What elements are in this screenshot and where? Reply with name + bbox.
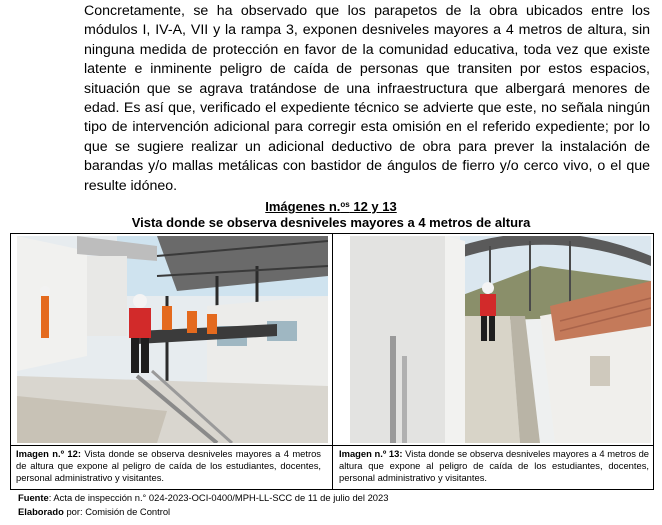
images-heading-superscript: os xyxy=(340,200,350,209)
caption-image-12-text: Vista donde se observa desniveles mayores a 4 metros de altura que expone al peligro de caída de los estudiantes, docentes, personal administrativo y visitantes. xyxy=(16,448,321,483)
images-heading-suffix: 12 y 13 xyxy=(349,199,397,214)
images-subheading: Vista donde se observa desniveles mayores a 4 metros de altura xyxy=(131,215,531,230)
caption-image-12-label: Imagen n.º 12: xyxy=(16,448,81,459)
source-text: : Acta de inspección n.° 024-2023-OCI-0400/MPH-LL-SCC de 11 de julio del 2023 xyxy=(48,492,389,503)
row-divider xyxy=(11,445,653,446)
figure-table xyxy=(10,233,654,490)
images-heading-prefix: Imágenes n. xyxy=(265,199,341,214)
body-paragraph: Concretamente, se ha observado que los parapetos de la obra ubicados entre los módulos I, IV-A, VII y la rampa 3, exponen desniveles mayores a 4 metros de altura, sin ninguna medida de protección en favor de la comunidad educativa, toda vez que existe latente e inminente peligro de caída de personas que transiten por estos espacios, situación que se agrava tratándose de una infraestructura que albergará menores de edad. Es así que, verificado el expediente técnico se advierte que este, no señala ningún tipo de intervención adicional para corregir esta omisión en el referido expediente; por lo que se sugiere realizar un adicional deductivo de obra para prever la instalación de barandas y/o mallas metálicas con bastidor de ángulos de fierro y/o cerco vivo, o el que resulte idóneo. xyxy=(84,3,650,194)
prepared-text: por: Comisión de Control xyxy=(63,506,171,517)
photo-13-illustration xyxy=(350,236,651,443)
photo-12 xyxy=(17,236,328,443)
prepared-label: Elaborado xyxy=(18,506,64,517)
photo-13 xyxy=(350,236,651,443)
caption-image-12 xyxy=(16,448,321,484)
prepared-line xyxy=(18,506,170,518)
images-heading xyxy=(0,196,662,215)
source-line xyxy=(18,492,388,504)
photo-12-illustration xyxy=(17,236,328,443)
caption-image-13-text: Vista donde se observa desniveles mayores a 4 metros de altura que expone al peligro de caída de los estudiantes, docentes, personal administrativo y visitantes. xyxy=(339,448,649,483)
column-divider xyxy=(332,234,333,489)
caption-image-13-label: Imagen n.º 13: xyxy=(339,448,403,459)
caption-image-13 xyxy=(339,448,649,484)
source-label: Fuente xyxy=(18,492,49,503)
